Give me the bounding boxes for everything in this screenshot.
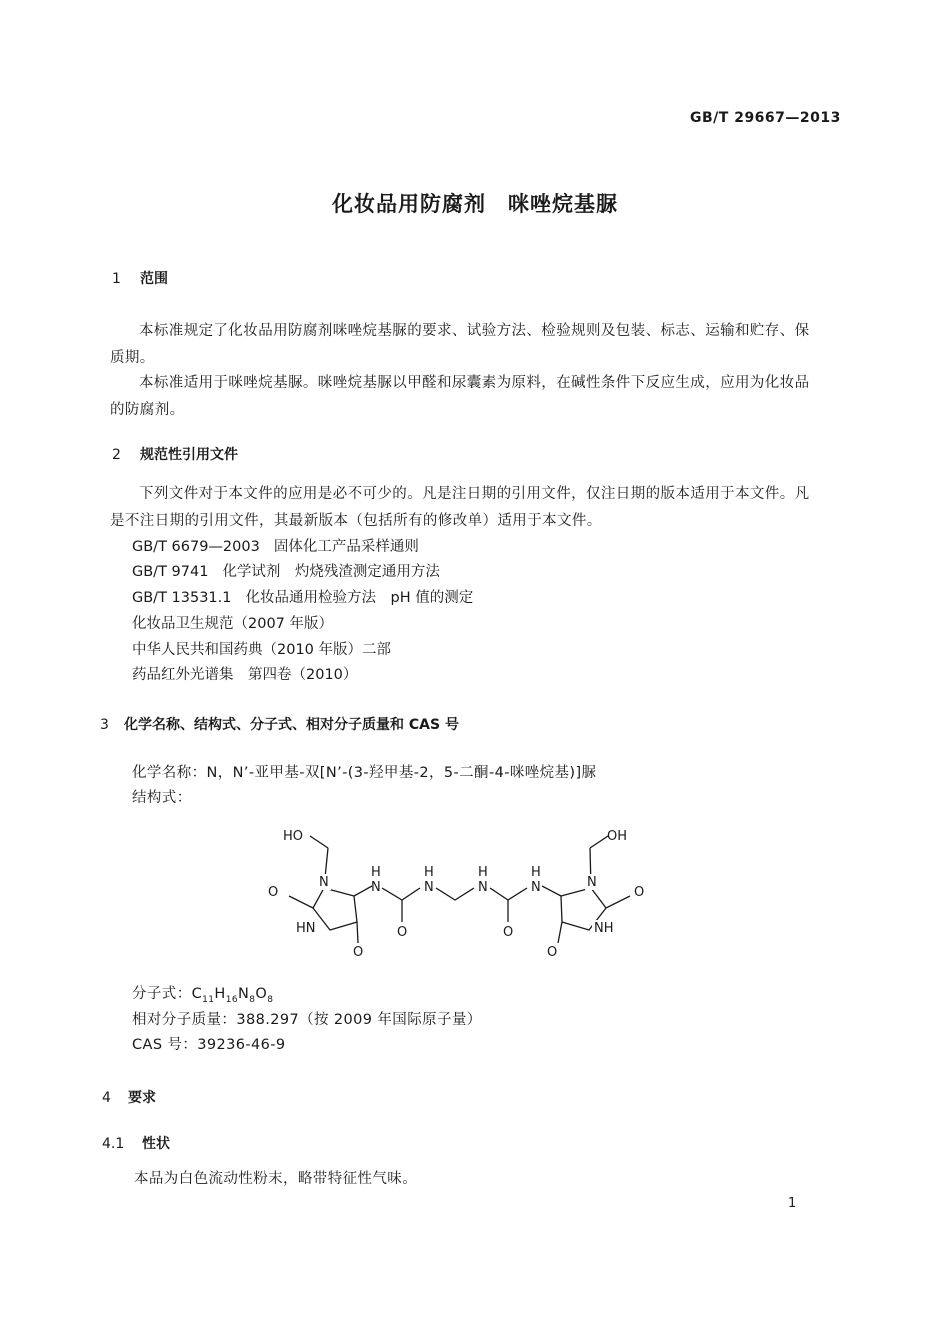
subsection-title: 性状 [142, 1136, 170, 1152]
reference-title: 固体化工产品采样通则 [273, 539, 419, 555]
chain-bonds [382, 888, 420, 900]
atom-n: N [424, 880, 434, 895]
atom-n: N [531, 880, 541, 895]
hydroxyl-label-left: HO [283, 829, 304, 844]
reference-code: GB/T 13531.1 [132, 590, 232, 606]
chemical-name-label: 化学名称： [132, 765, 207, 781]
atom-n: N [371, 880, 381, 895]
standard-number: GB/T 29667—2013 [690, 110, 841, 126]
atom-nh: NH [594, 921, 614, 936]
cas-value: 39236-46-9 [197, 1037, 286, 1053]
atom-n: N [319, 875, 329, 890]
atom-h: H [531, 865, 541, 880]
appearance-text: 本品为白色流动性粉末，略带特征性气味。 [134, 1171, 418, 1187]
bond [310, 836, 328, 848]
subsection-number: 4.1 [102, 1136, 125, 1152]
formula-subscript: 16 [225, 994, 238, 1005]
formula-element: N [237, 986, 250, 1002]
chain-bonds [436, 888, 474, 900]
structure-label: 结构式： [132, 790, 192, 806]
scope-paragraph-2: 本标准适用于咪唑烷基脲。咪唑烷基脲以甲醛和尿囊素为原料，在碱性条件下反应生成，应用为化妆品的防腐剂。 [110, 375, 810, 418]
atom-o: O [503, 925, 514, 940]
section-title: 化学名称、结构式、分子式、相对分子质量和 CAS 号 [124, 717, 459, 733]
chain-bonds [490, 888, 527, 900]
section-number: 3 [100, 717, 109, 733]
atom-o: O [547, 945, 558, 960]
scope-paragraph-1: 本标准规定了化妆品用防腐剂咪唑烷基脲的要求、试验方法、检验规则及包装、标志、运输和贮存、保质期。 [110, 323, 810, 366]
atom-n: N [587, 875, 597, 890]
bond [558, 922, 562, 943]
subsection-4-1-heading [102, 1133, 170, 1153]
section-4-heading [102, 1087, 156, 1107]
reference-title: 中华人民共和国药典（2010 年版）二部 [132, 642, 392, 658]
bond [289, 896, 313, 908]
bond [357, 922, 358, 943]
bond [354, 886, 372, 896]
section-title: 规范性引用文件 [140, 447, 238, 463]
atom-o: O [268, 885, 279, 900]
bond [542, 886, 561, 896]
atom-hn: HN [296, 921, 316, 936]
atom-o: O [397, 925, 408, 940]
references-intro: 下列文件对于本文件的应用是必不可少的。凡是注日期的引用文件，仅注日期的版本适用于本文件。凡是不注日期的引用文件，其最新版本（包括所有的修改单）适用于本文件。 [110, 486, 810, 529]
molecular-mass [132, 1007, 482, 1034]
atom-h: H [478, 865, 488, 880]
cas-number [132, 1032, 286, 1059]
reference-code: GB/T 6679—2003 [132, 539, 260, 555]
section-number: 4 [102, 1090, 111, 1106]
section-title: 范围 [140, 271, 168, 287]
section-number: 1 [112, 271, 121, 287]
section-title: 要求 [128, 1090, 156, 1106]
formula-element: H [214, 986, 226, 1002]
atom-h: H [371, 865, 381, 880]
bond [590, 836, 608, 848]
reference-title: 化妆品通用检验方法 pH 值的测定 [245, 590, 474, 606]
atom-h: H [424, 865, 434, 880]
section-number: 2 [112, 447, 121, 463]
reference-code: GB/T 9741 [132, 564, 209, 580]
atom-o: O [353, 945, 364, 960]
formula-element: O [255, 986, 268, 1002]
mass-value: 388.297（按 2009 年国际原子量） [236, 1012, 482, 1028]
formula-subscript: 11 [202, 994, 215, 1005]
atom-n: N [478, 880, 488, 895]
cas-label: CAS 号： [132, 1037, 198, 1053]
mass-label: 相对分子质量： [132, 1012, 237, 1028]
formula-subscript: 8 [267, 994, 274, 1005]
hydroxyl-label-right: OH [607, 829, 628, 844]
document-title: 化妆品用防腐剂 咪唑烷基脲 [332, 192, 618, 216]
page-number: 1 [788, 1196, 797, 1211]
atom-o: O [634, 885, 645, 900]
reference-title: 化妆品卫生规范（2007 年版） [132, 616, 334, 632]
formula-label: 分子式： [132, 986, 192, 1002]
reference-title: 化学试剂 灼烧残渣测定通用方法 [222, 564, 440, 580]
chemical-name-value: N，N’-亚甲基-双[N’-(3-羟甲基-2，5-二酮-4-咪唑烷基)]脲 [206, 765, 597, 781]
reference-title: 药品红外光谱集 第四卷（2010） [132, 667, 358, 683]
formula-subscript: 8 [249, 994, 256, 1005]
formula-element: C [191, 986, 203, 1002]
bond [606, 896, 630, 908]
